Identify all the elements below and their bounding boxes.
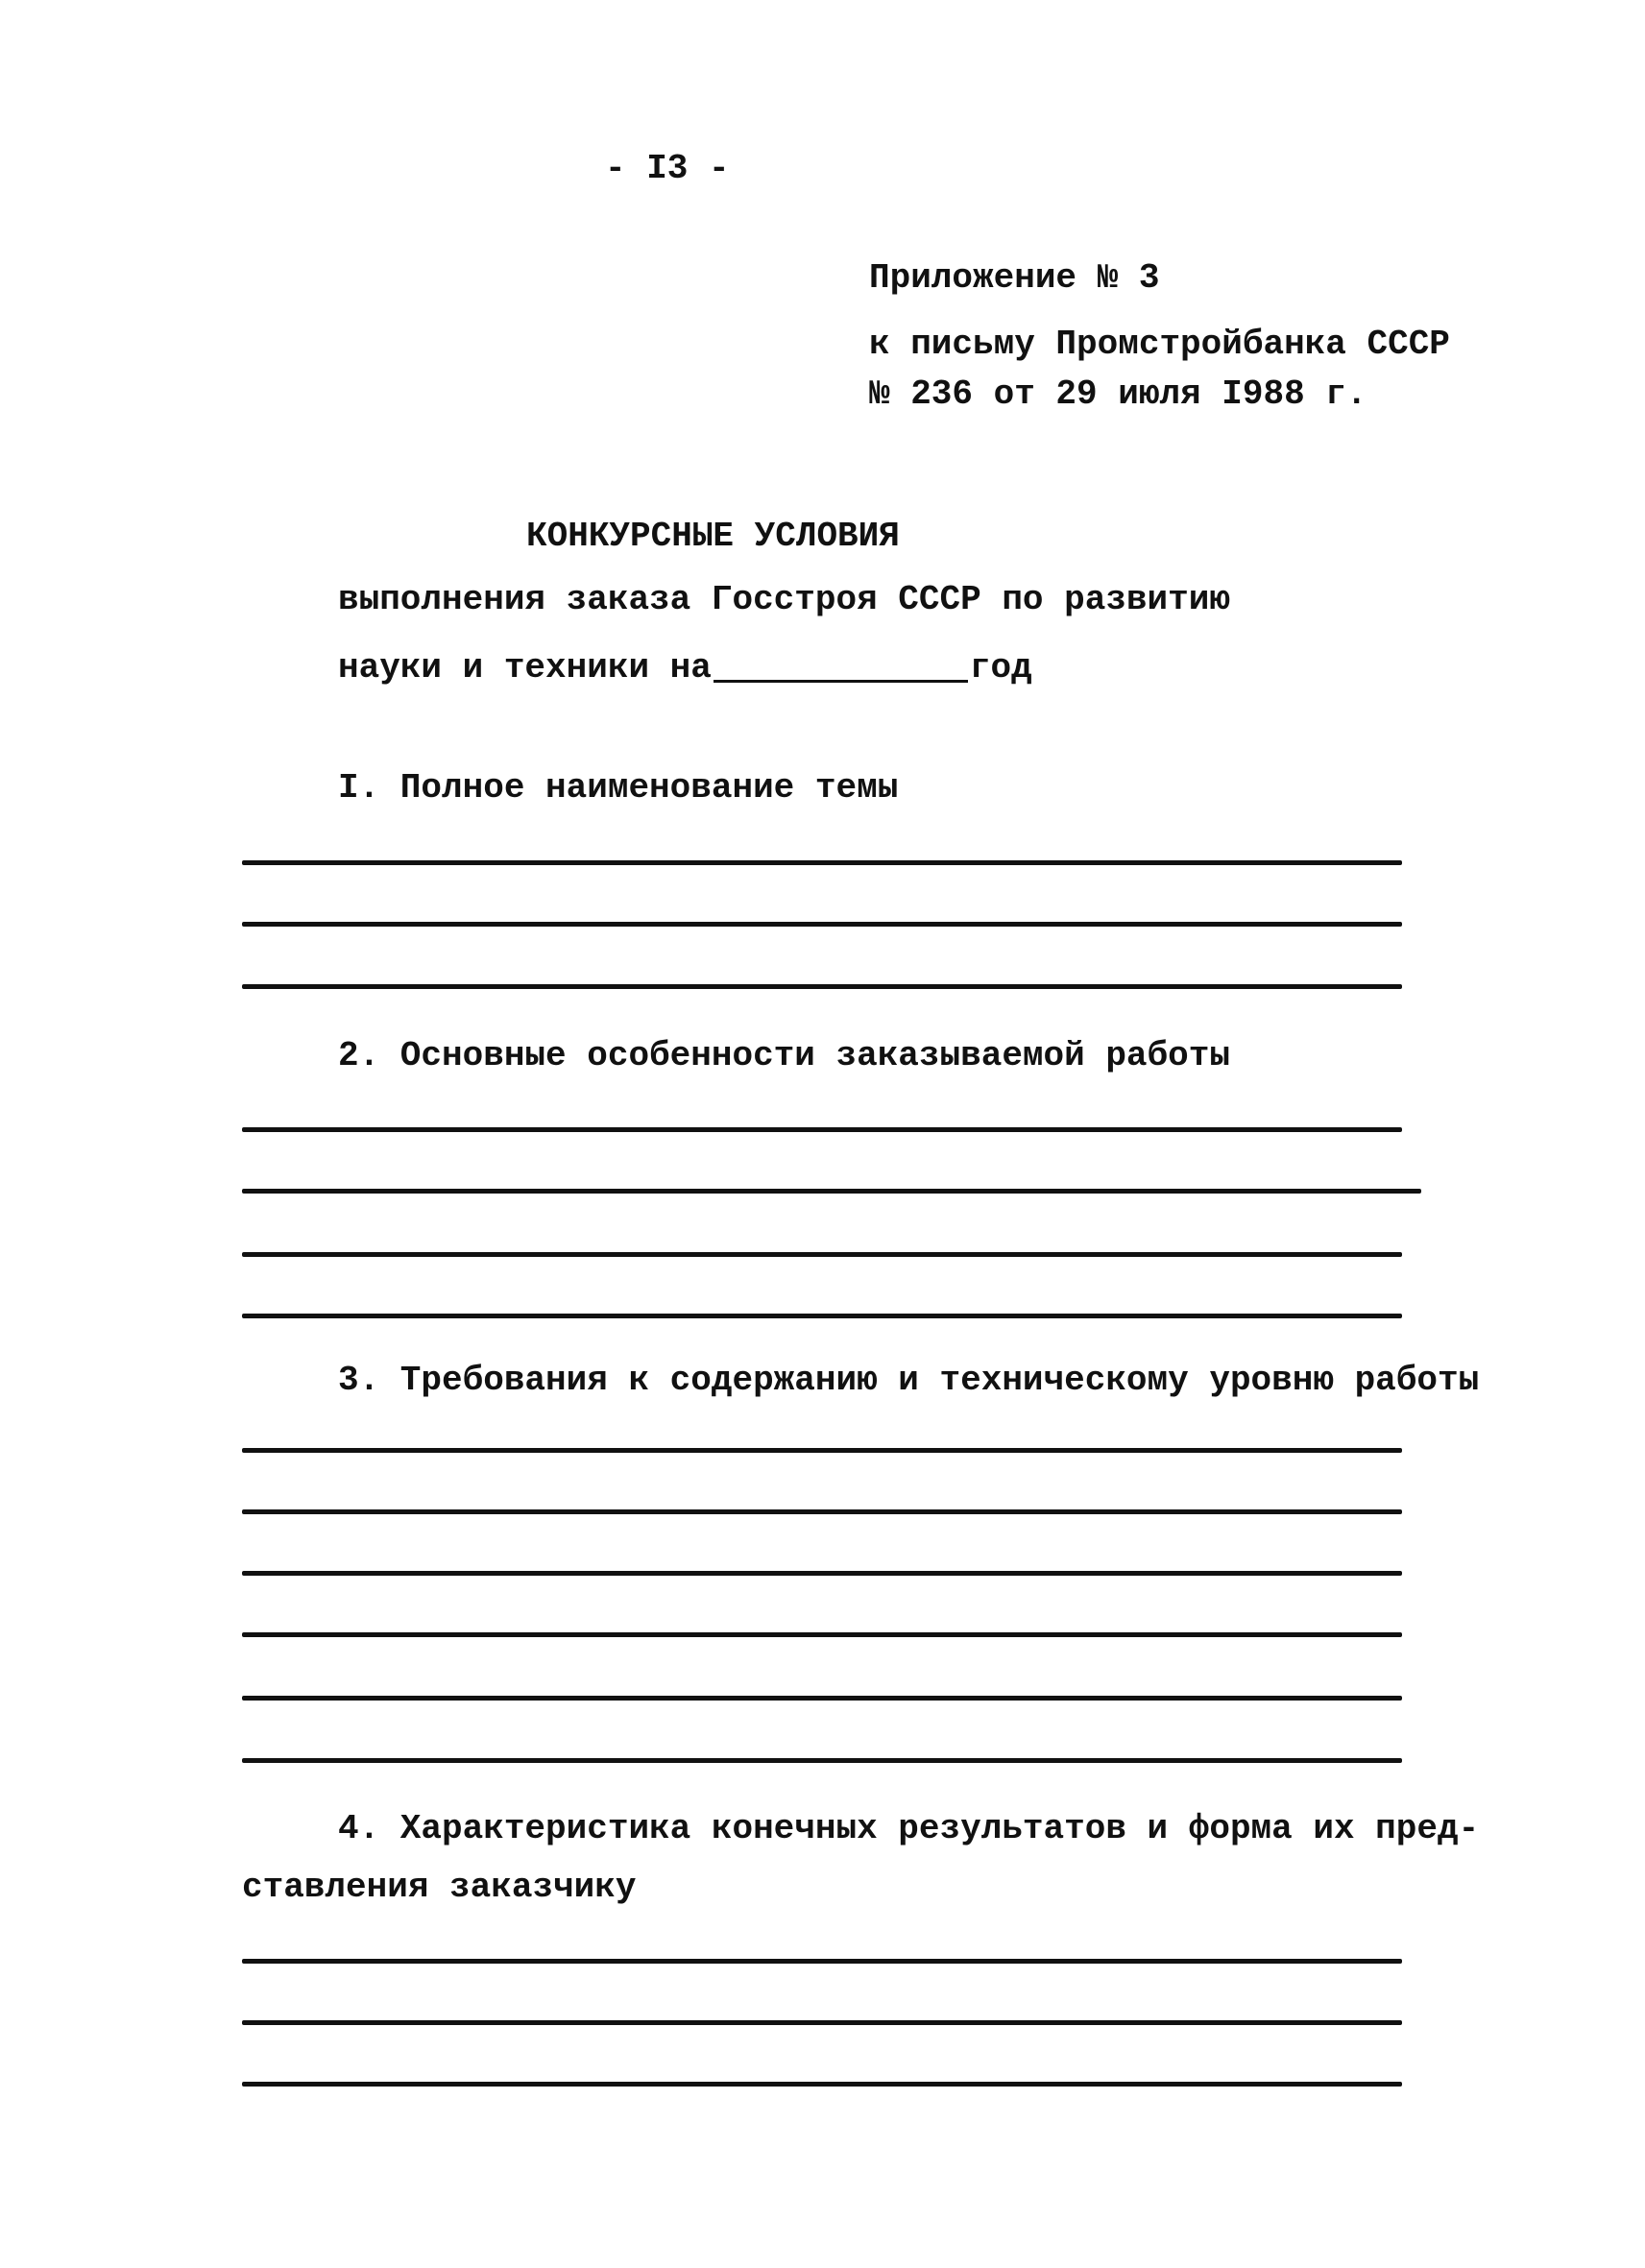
section-4-blank-line[interactable] [242,2020,1402,2025]
section-3-label: 3. Требования к содержанию и техническому уровню работы [338,1361,1480,1400]
section-3-blank-line[interactable] [242,1571,1402,1576]
section-2-blank-line[interactable] [242,1314,1402,1318]
section-1-blank-line[interactable] [242,922,1402,927]
section-4-blank-line[interactable] [242,1959,1402,1964]
year-line-prefix: науки и техники на [338,648,712,688]
section-1-label: I. Полное наименование темы [338,768,899,808]
page-number: - I3 - [605,149,730,188]
attachment-letter-date: № 236 от 29 июля I988 г. [869,374,1367,414]
section-2-blank-line[interactable] [242,1252,1402,1257]
attachment-letter-ref: к письму Промстройбанка СССР [869,325,1450,364]
section-2-label: 2. Основные особенности заказываемой работы [338,1036,1230,1075]
section-2-blank-line[interactable] [242,1127,1402,1132]
document-subtitle-year-line [338,645,1032,686]
section-4-label-continued: ставления заказчику [242,1868,637,1907]
section-1-blank-line[interactable] [242,860,1402,865]
year-line-suffix: год [969,648,1032,688]
document-subtitle: выполнения заказа Госстроя СССР по развитию [338,580,1230,619]
section-4-blank-line[interactable] [242,2082,1402,2087]
attachment-label: Приложение № 3 [869,258,1160,298]
section-3-blank-line[interactable] [242,1509,1402,1514]
year-blank-field[interactable] [714,645,968,683]
section-3-blank-line[interactable] [242,1696,1402,1701]
section-3-blank-line[interactable] [242,1758,1402,1763]
section-2-blank-line[interactable] [242,1189,1421,1194]
section-4-label: 4. Характеристика конечных результатов и форма их пред- [338,1809,1480,1848]
section-3-blank-line[interactable] [242,1448,1402,1453]
section-3-blank-line[interactable] [242,1632,1402,1637]
section-1-blank-line[interactable] [242,984,1402,989]
document-title: КОНКУРСНЫЕ УСЛОВИЯ [526,517,900,556]
